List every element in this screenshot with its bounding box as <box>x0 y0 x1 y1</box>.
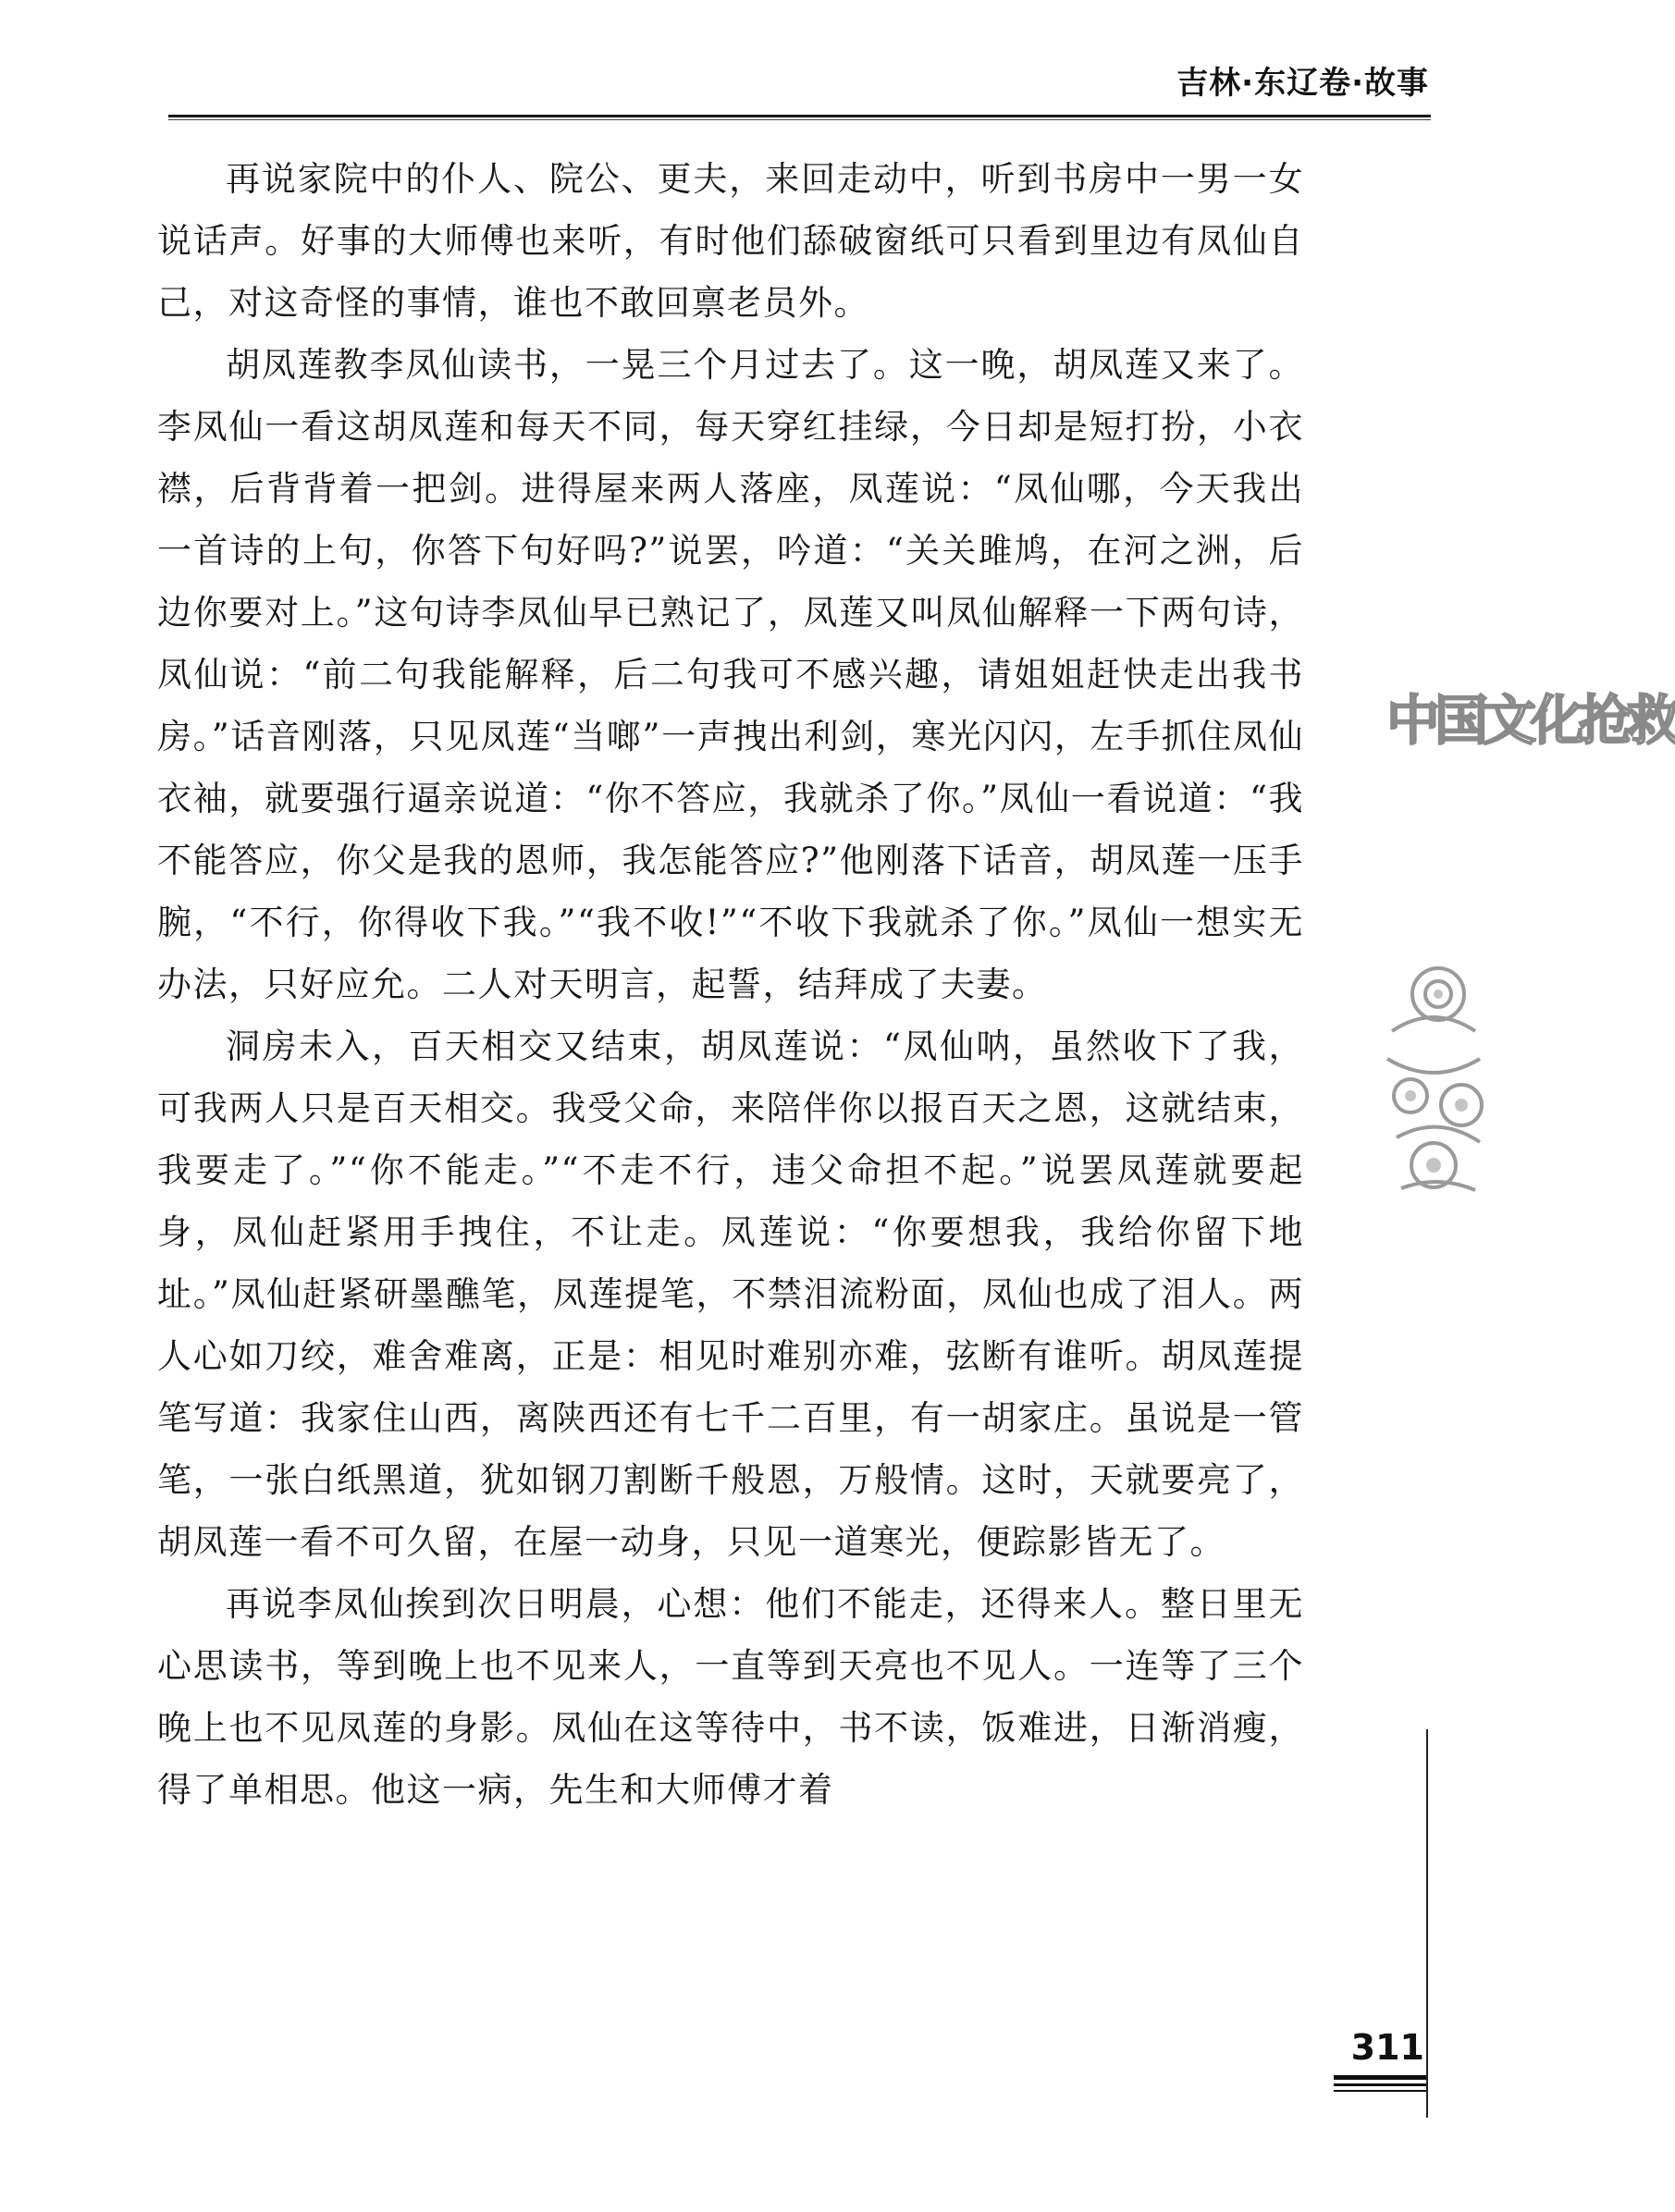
body-text <box>157 148 1304 1821</box>
running-head: 吉林·东辽卷·故事 <box>1176 65 1429 102</box>
side-pattern-icon <box>1383 957 1485 1198</box>
paragraph-2: 胡凤莲教李凤仙读书，一晃三个月过去了。这一晚，胡凤莲又来了。李凤仙一看这胡凤莲和每天不同，每天穿红挂绿，今日却是短打扮，小衣襟，后背背着一把剑。进得屋来两人落座，凤莲说：“凤仙哪，今天我出一首诗的上句，你答下句好吗?”说罢，吟道：“关关雎鸠，在河之洲，后边你要对上。”这句诗李凤仙早已熟记了，凤莲又叫凤仙解释一下两句诗，凤仙说：“前二句我能解释，后二句我可不感兴趣，请姐姐赶快走出我书房。”话音刚落，只见凤莲“当啷”一声拽出利剑，寒光闪闪，左手抓住凤仙衣袖，就要强行逼亲说道：“你不答应，我就杀了你。”凤仙一看说道：“我不能答应，你父是我的恩师，我怎能答应?”他刚落下话音，胡凤莲一压手腕，“不行，你得收下我。”“我不收!”“不收下我就杀了你。”凤仙一想实无办法，只好应允。二人对天明言，起誓，结拜成了夫妻。 <box>157 345 1304 1004</box>
side-decoration-text: 中国文化抢救 <box>1386 689 1675 752</box>
paragraph-1: 再说家院中的仆人、院公、更夫，来回走动中，听到书房中一男一女说话声。好事的大师傅也来听，有时他们舔破窗纸可只看到里边有凤仙自己，对这奇怪的事情，谁也不敢回禀老员外。 <box>157 159 1304 323</box>
header-rule-thin <box>168 119 1431 120</box>
page-number-rule-1 <box>1334 2075 1426 2080</box>
header-rule <box>168 115 1431 117</box>
paragraph-3: 洞房未入，百天相交又结束，胡凤莲说：“凤仙呐，虽然收下了我，可我两人只是百天相交。我受父命，来陪伴你以报百天之恩，这就结束，我要走了。”“你不能走。”“不走不行，违父命担不起。”说罢凤莲就要起身，凤仙赶紧用手拽住，不让走。凤莲说：“你要想我，我给你留下地址。”凤仙赶紧研墨醮笔，凤莲提笔，不禁泪流粉面，凤仙也成了泪人。两人心如刀绞，难舍难离，正是：相见时难别亦难，弦断有谁听。胡凤莲提笔写道：我家住山西，离陕西还有七千二百里，有一胡家庄。虽说是一管笔，一张白纸黑道，犹如钢刀割断千般恩，万般情。这时，天就要亮了，胡凤莲一看不可久留，在屋一动身，只见一道寒光，便踪影皆无了。 <box>157 1026 1304 1562</box>
page-number-rule-2 <box>1334 2083 1426 2086</box>
side-decoration <box>1383 680 1675 1198</box>
page-number: 311 <box>1350 2027 1424 2068</box>
right-vertical-rule <box>1426 1729 1428 2118</box>
page-number-rule-3 <box>1334 2090 1426 2092</box>
paragraph-4: 再说李凤仙挨到次日明晨，心想：他们不能走，还得来人。整日里无心思读书，等到晚上也不见来人，一直等到天亮也不见人。一连等了三个晚上也不见凤莲的身影。凤仙在这等待中，书不读，饭难进，日渐消瘦，得了单相思。他这一病，先生和大师傅才着 <box>157 1584 1304 1810</box>
